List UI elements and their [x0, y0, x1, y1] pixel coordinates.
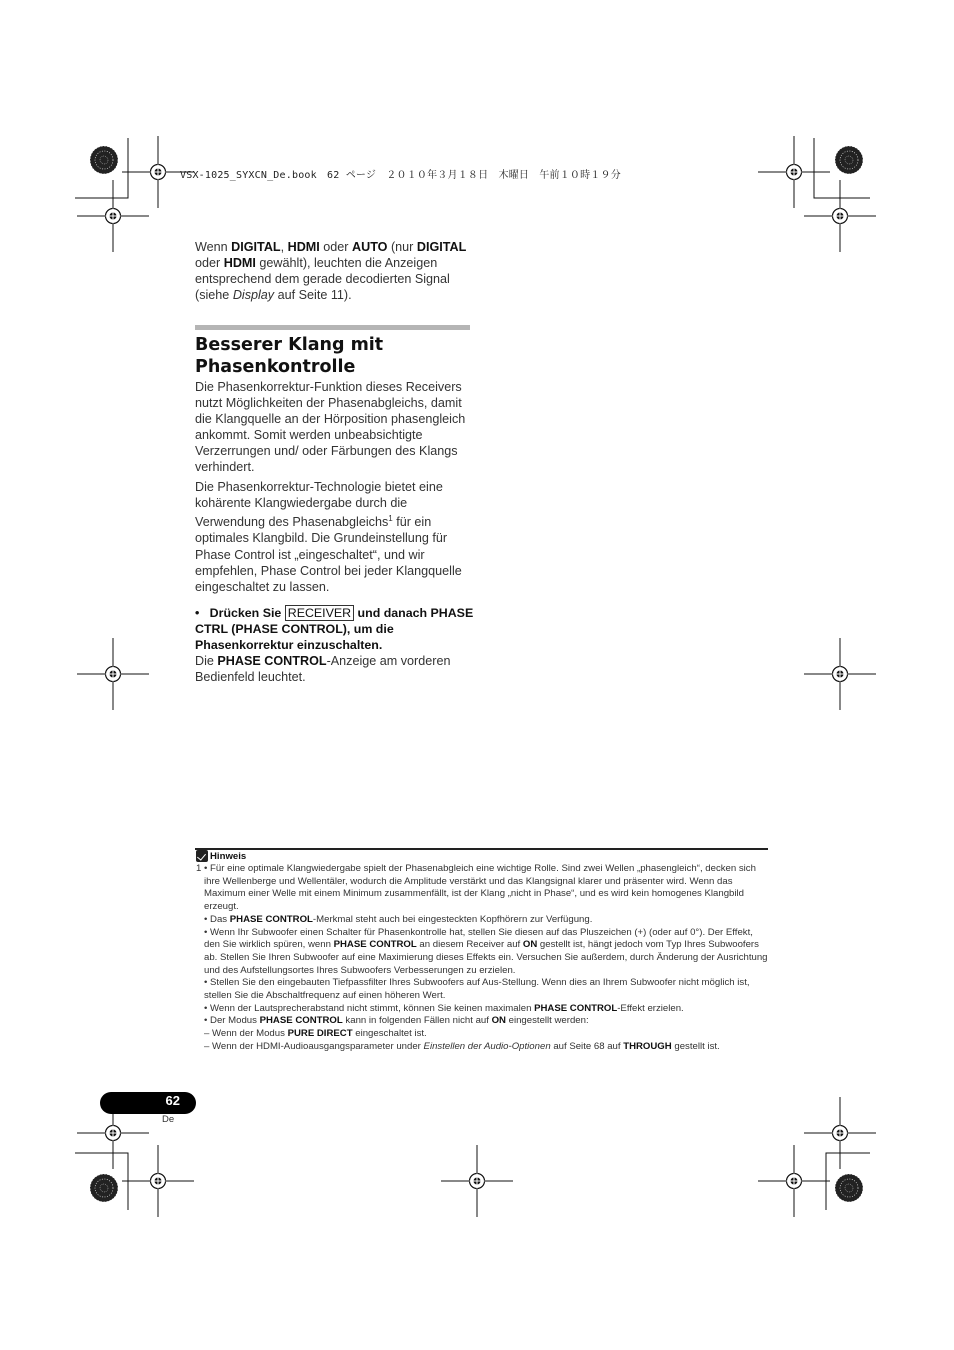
body-paragraph: Die Phasenkorrektur-Technologie bietet eine kohärente Klangwiedergabe durch die Verwendung des Phasenabgleichs$^1$ für ein optimales Klangbild. Die Grundeinstellung für Phase Control ist „eingeschaltet“, und wir empfehlen, Phase Control bei jeder Klangquelle eingeschaltet zu lassen.: [195, 480, 462, 594]
registration-starburst-icon: [90, 1174, 118, 1202]
intro-paragraph: Wenn DIGITAL, HDMI oder AUTO (nur DIGITAL oder HDMI gewählt), leuchten die Anzeigen entsprechend dem gerade decodierten Signal (siehe Display auf Seite 11).: [195, 240, 467, 303]
registration-starburst-icon: [90, 146, 118, 174]
registration-crosshair-icon: [758, 1145, 830, 1217]
footnote-item: – Wenn der Modus PURE DIRECT eingeschaltet ist.: [204, 1028, 427, 1040]
step-result: Die PHASE CONTROL-Anzeige am vorderen Bedienfeld leuchtet.: [195, 654, 451, 685]
footnotes: [204, 863, 770, 1054]
footnote-item: • Der Modus PHASE CONTROL kann in folgenden Fällen nicht auf ON eingestellt werden:: [204, 1015, 589, 1027]
footnote-item: • Für eine optimale Klangwiedergabe spielt der Phasenabgleich eine wichtige Rolle. Sind zwei Wellen „phasengleich“, decken sich ihre Wellenberge und Wellentäler, wodurch die Amplitude verstärkt und das Klangsignal klarer und präsenter wird. Wenn das Maximum einer Welle mit einem Minimum zusammenfällt, ist der Klang „nicht in Phase“, und es wird kein homogenes Klangbild erzeugt.: [204, 863, 756, 913]
footnote-item: • Wenn der Lautsprecherabstand nicht stimmt, können Sie keinen maximalen PHASE CONTROL-Effekt erzielen.: [204, 1002, 684, 1014]
registration-crosshair-icon: [77, 638, 149, 710]
print-header: VSX-1025_SYXCN_De.book 62 ページ ２０１０年３月１８日 木曜日 午前１０時１９分: [180, 170, 621, 181]
section-title: Besserer Klang mit Phasenkontrolle: [195, 335, 384, 377]
page-number: 62: [165, 1093, 180, 1108]
registration-starburst-icon: [835, 146, 863, 174]
instruction-step: • Drücken Sie RECEIVER und danach PHASE CTRL (PHASE CONTROL), um die Phasenkorrektur einzuschalten.: [195, 606, 474, 653]
footnote-item: • Wenn Ihr Subwoofer einen Schalter für Phasenkontrolle hat, stellen Sie diesen auf das Pluszeichen (+) (oder auf 0°). Der Effekt, den Sie wirklich spüren, wenn PHASE CONTROL an diesem Receiver auf ON gestellt ist, hängt jedoch vom Typ Ihres Subwoofers ab. Stellen Sie Ihren Subwoofer auf eine Maximierung dieses Effekts ein. Versuchen Sie außerdem, durch Änderung der Ausrichtung und des Aufstellungsortes Ihres Subwoofers Verbesserungen zu erzielen.: [204, 926, 768, 976]
registration-crosshair-icon: [77, 180, 149, 252]
page-number-tab: [100, 1092, 196, 1114]
notes-rule: [195, 848, 768, 850]
note-icon: [196, 850, 208, 862]
registration-crosshair-icon: [804, 180, 876, 252]
notes-heading: Hinweis: [196, 850, 246, 862]
footnote-ref: 1: [388, 514, 393, 524]
registration-crosshair-icon: [804, 638, 876, 710]
language-code: De: [162, 1114, 175, 1125]
registration-crosshair-icon: [441, 1145, 513, 1217]
footnote-item: – Wenn der HDMI-Audioausgangsparameter under Einstellen der Audio-Optionen auf Seite 68 auf THROUGH gestellt ist.: [204, 1040, 720, 1052]
registration-crosshair-icon: [804, 1097, 876, 1169]
footnote-item: • Stellen Sie den eingebauten Tiefpassfilter Ihres Subwoofers auf Aus-Stellung. Wenn dies an Ihrem Subwoofer nicht möglich ist, stellen Sie die Abschaltfrequenz auf einen höheren Wert.: [204, 977, 750, 1002]
registration-crosshair-icon: [122, 1145, 194, 1217]
registration-starburst-icon: [835, 1174, 863, 1202]
registration-crosshair-icon: [758, 136, 830, 208]
footnote-item: • Das PHASE CONTROL-Merkmal steht auch bei eingesteckten Kopfhörern zur Verfügung.: [204, 913, 593, 925]
receiver-key-label: RECEIVER: [285, 605, 354, 621]
footnote-number: 1: [196, 863, 202, 874]
section-rule: [195, 325, 470, 330]
body-paragraph: Die Phasenkorrektur-Funktion dieses Receivers nutzt Möglichkeiten der Phasenabgleichs, damit die Klangquelle an der Hörposition phasengleich ankommt. Somit werden unbeabsichtigte Verzerrungen und/ oder Färbungen des Klangs verhindert.: [195, 380, 466, 475]
